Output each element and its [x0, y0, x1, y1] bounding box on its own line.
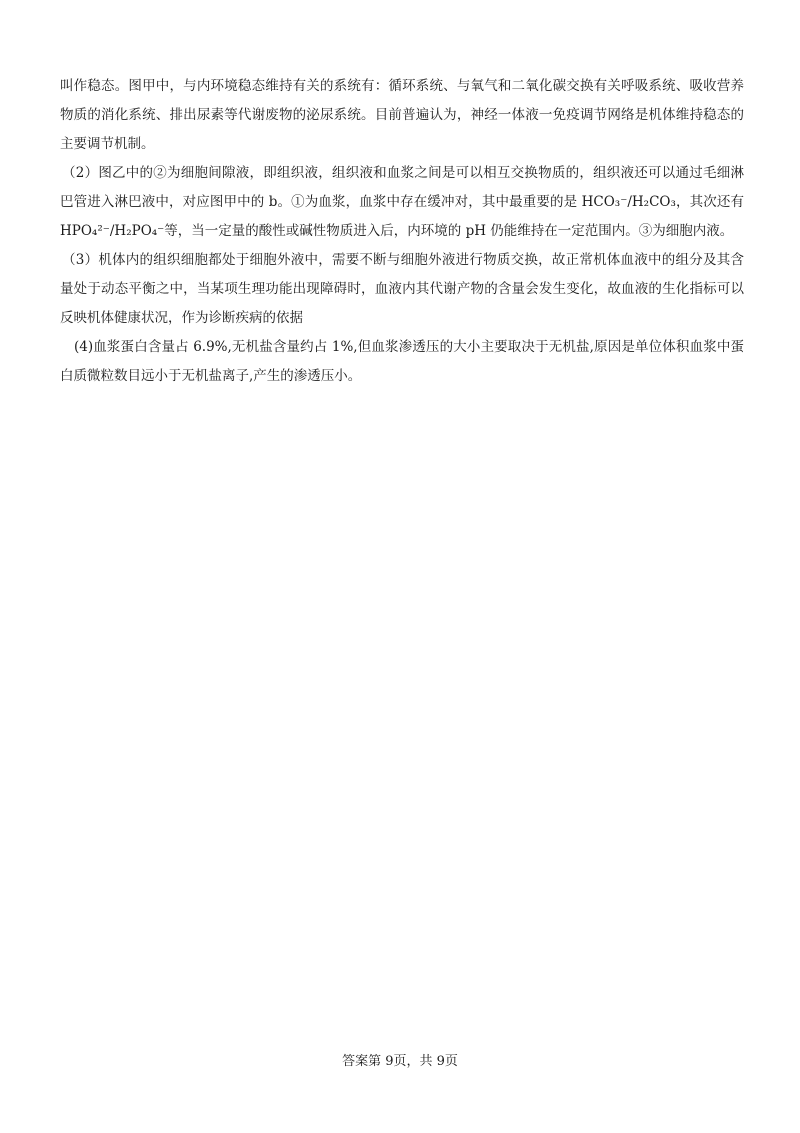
paragraph-answer-3: （3）机体内的组织细胞都处于细胞外液中，需要不断与细胞外液进行物质交换，故正常机体血液中的组分及其含量处于动态平衡之中，当某项生理功能出现障碍时，血液内其代谢产物的含量会发生变化，故血液的生化指标可以反映机体健康状况，作为诊断疾病的依据 [60, 252, 744, 326]
answer-body [60, 72, 744, 391]
paragraph-homeostasis-intro: 叫作稳态。图甲中，与内环境稳态维持有关的系统有：循环系统、与氧气和二氧化碳交换有关呼吸系统、吸收营养物质的消化系统、排出尿素等代谢废物的泌尿系统。目前普遍认为，神经一体液一免疫调节网络是机体维持稳态的主要调节机制。 [60, 78, 744, 152]
paragraph-answer-4: (4)血浆蛋白含量占 6.9%,无机盐含量约占 1%,但血浆渗透压的大小主要取决于无机盐,原因是单位体积血浆中蛋白质微粒数目远小于无机盐离子,产生的渗透压小。 [60, 339, 744, 384]
paragraph-answer-2: （2）图乙中的②为细胞间隙液，即组织液，组织液和血浆之间是可以相互交换物质的，组织液还可以通过毛细淋巴管进入淋巴液中，对应图甲中的 b。①为血浆，血浆中存在缓冲对，其中最重要的是 HCO₃⁻/H₂CO₃，其次还有 HPO₄²⁻/H₂PO₄⁻等，当一定量的酸性或碱性物质进入后，内环境的 pH 仍能维持在一定范围内。③为细胞内液。 [60, 165, 744, 239]
page-footer: 答案第 9页，共 9页 [342, 1054, 458, 1069]
